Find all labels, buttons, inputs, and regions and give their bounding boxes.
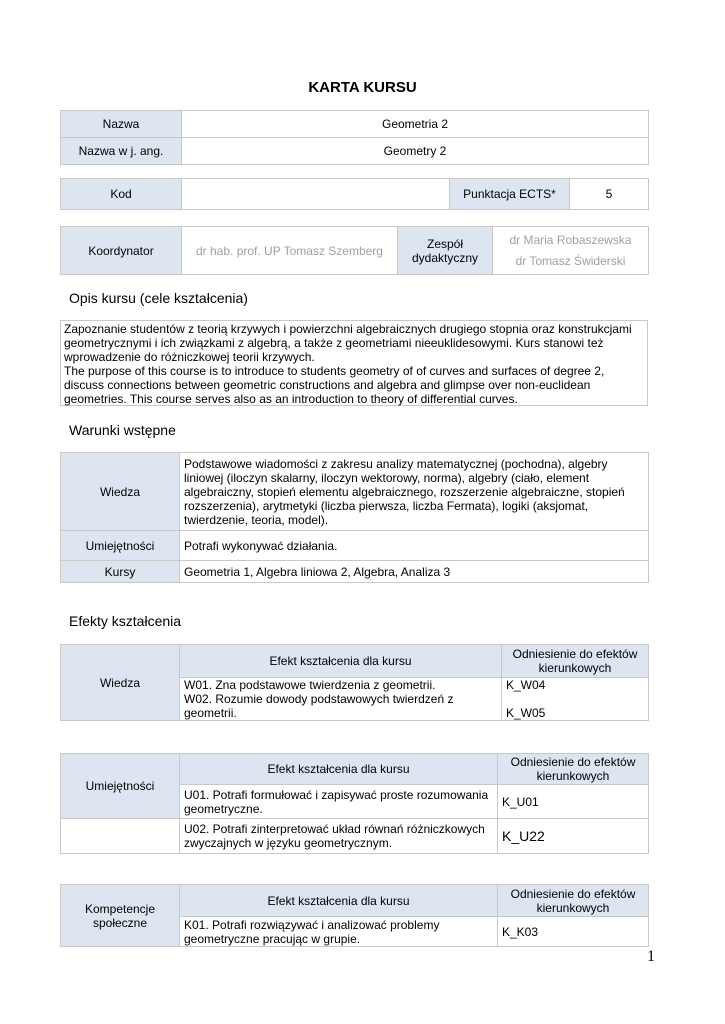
courses-label: Kursy xyxy=(61,561,180,583)
knowledge-effects xyxy=(180,678,502,721)
effect-k01: K01. Potrafi rozwiązywać i analizować problemy geometryczne pracując w grupie. xyxy=(180,917,498,947)
description-box xyxy=(60,320,648,406)
name-label: Nazwa xyxy=(61,111,182,138)
reference-ku22: K_U22 xyxy=(498,819,649,854)
reference-kk03: K_K03 xyxy=(498,917,649,947)
description-text-pl: Zapoznanie studentów z teorią krzywych i powierzchni algebraicznych drugiego stopnia oraz konstrukcjami geometrycznymi i ich związkami z algebrą, a także z geometriami nieeuklidesowymi. Kurs stanowi też wprowadzenie do różniczkowej teorii krzywych. xyxy=(64,322,632,364)
knowledge-col-effect: Efekt kształcenia dla kursu xyxy=(180,645,502,678)
skills-empty-cell xyxy=(61,819,180,854)
team-member-2: dr Tomasz Świderski xyxy=(515,253,626,268)
social-col-effect: Efekt kształcenia dla kursu xyxy=(180,885,498,917)
reference-kw04: K_W04 xyxy=(506,678,546,692)
knowledge-label: Wiedza xyxy=(61,453,180,531)
name-value: Geometria 2 xyxy=(182,111,649,138)
social-outcomes-table xyxy=(60,884,649,947)
code-value xyxy=(182,179,450,210)
description-heading: Opis kursu (cele kształcenia) xyxy=(69,290,248,306)
page-number: 1 xyxy=(647,948,655,965)
reference-kw05: K_W05 xyxy=(506,706,546,720)
knowledge-value: Podstawowe wiadomości z zakresu analizy matematycznej (pochodna), algebry liniowej (iloczyn skalarny, iloczyn wektorowy, norma), algebry (ciało, element algebraiczny, stopień elementu algebraicznego, rozszerzenie algebraiczne, stopień rozszerzenia), arytmetyki (liczba pierwsza, liczba Fermata), logiki (aksjomat, twierdzenie, teoria, model). xyxy=(180,453,649,531)
team-member-1: dr Maria Robaszewska xyxy=(509,232,632,247)
code-label: Kod xyxy=(61,179,182,210)
social-col-reference: Odniesienie do efektów kierunkowych xyxy=(498,885,649,917)
skills-label: Umiejętności xyxy=(61,531,180,561)
knowledge-references xyxy=(502,678,649,721)
course-name-table xyxy=(60,110,649,165)
skills-col-effect: Efekt kształcenia dla kursu xyxy=(180,754,498,785)
page-title: KARTA KURSU xyxy=(308,79,417,96)
prerequisites-table xyxy=(60,452,649,583)
knowledge-col-reference: Odniesienie do efektów kierunkowych xyxy=(502,645,649,678)
effect-u01: U01. Potrafi formułować i zapisywać proste rozumowania geometryczne. xyxy=(180,785,498,819)
prerequisites-heading: Warunki wstępne xyxy=(69,422,176,438)
effect-u02: U02. Potrafi zinterpretować układ równań różniczkowych zwyczajnych w języku geometrycznym. xyxy=(180,819,498,854)
knowledge-outcomes-label: Wiedza xyxy=(61,645,180,721)
coordinator-label: Koordynator xyxy=(61,227,182,275)
name-en-value: Geometry 2 xyxy=(182,138,649,165)
ects-value: 5 xyxy=(570,179,649,210)
skills-value: Potrafi wykonywać działania. xyxy=(180,531,649,561)
knowledge-outcomes-table xyxy=(60,644,649,721)
effect-w02: W02. Rozumie dowody podstawowych twierdzeń z geometrii. xyxy=(184,692,454,720)
courses-value: Geometria 1, Algebra liniowa 2, Algebra, Analiza 3 xyxy=(180,561,649,583)
social-outcomes-label: Kompetencje społeczne xyxy=(61,885,180,947)
coordinator-value: dr hab. prof. UP Tomasz Szemberg xyxy=(182,227,398,275)
ects-label: Punktacja ECTS* xyxy=(450,179,570,210)
code-table xyxy=(60,178,649,210)
team-label: Zespół dydaktyczny xyxy=(398,227,493,275)
skills-outcomes-label: Umiejętności xyxy=(61,754,180,819)
skills-col-reference: Odniesienie do efektów kierunkowych xyxy=(498,754,649,785)
skills-outcomes-table xyxy=(60,753,649,854)
description-text-en: The purpose of this course is to introduce to students geometry of of curves and surfaces of degree 2, discuss connections between geometric constructions and algebra and glimpse over non-euclidean geometries. This course serves also as an introduction to theory of differential curves. xyxy=(64,364,605,406)
name-en-label: Nazwa w j. ang. xyxy=(61,138,182,165)
coordinator-table xyxy=(60,226,649,275)
effect-w01: W01. Zna podstawowe twierdzenia z geometrii. xyxy=(184,678,436,692)
outcomes-heading: Efekty kształcenia xyxy=(69,613,182,629)
team-members xyxy=(493,227,649,275)
reference-ku01: K_U01 xyxy=(498,785,649,819)
